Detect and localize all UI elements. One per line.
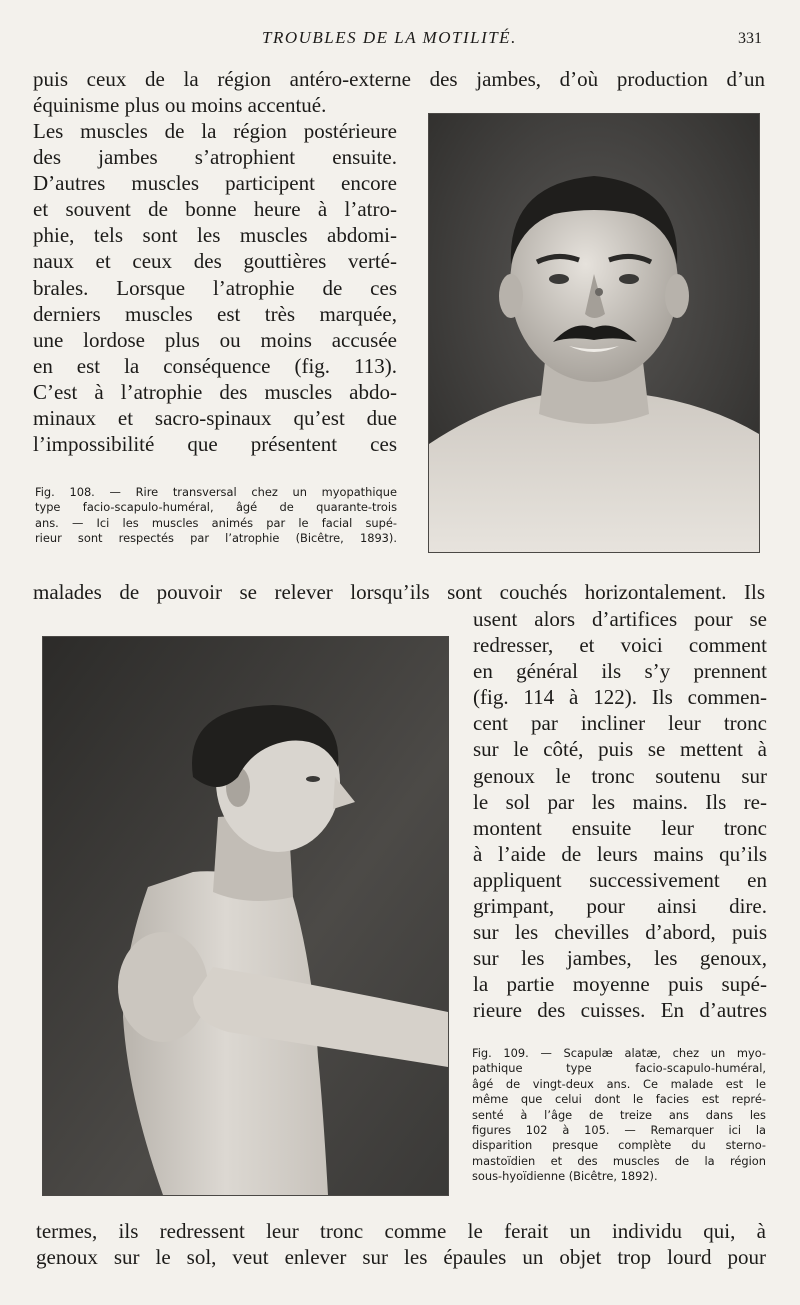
- text-line: sur le côté, puis se mettent à: [473, 737, 767, 762]
- profile-illustration: [43, 637, 448, 1195]
- text-line: (fig. 114 à 122). Ils commen-: [473, 685, 767, 710]
- text-line: montent ensuite leur tronc: [473, 815, 767, 840]
- caption-line: rieur sont respectés par l’atrophie (Bicêtre, 1893).: [35, 531, 397, 546]
- text-line: équinisme plus ou moins accentué.: [33, 93, 327, 118]
- text-line: termes, ils redressent leur tronc comme le ferait un individu qui, à: [36, 1219, 766, 1243]
- text-line: usent alors d’artifices pour se: [473, 607, 767, 631]
- caption-line: type facio-scapulo-huméral, âgé de quarante-trois: [35, 500, 397, 515]
- text-line: rieure des cuisses. En d’autres: [473, 998, 767, 1023]
- text-line: redresser, et voici comment: [473, 633, 767, 658]
- portrait-illustration: [429, 114, 759, 552]
- figure-109-photo: [42, 636, 449, 1196]
- text-line: l’impossibilité que présentent ces: [33, 432, 397, 457]
- text-line: derniers muscles est très marquée,: [33, 301, 397, 326]
- caption-line: Fig. 108. — Rire transversal chez un myopathique: [35, 485, 397, 499]
- text-line: phie, tels sont les muscles abdomi-: [33, 223, 397, 248]
- caption-line: âgé de vingt-deux ans. Ce malade est le: [472, 1076, 766, 1091]
- caption-line: ans. — Ici les muscles animés par le facial supé-: [35, 515, 397, 530]
- text-line: le sol par les mains. Ils re-: [473, 789, 767, 814]
- paragraph-middle: [33, 579, 765, 605]
- text-line: genoux le tronc soutenu sur: [473, 763, 767, 788]
- text-line: brales. Lorsque l’atrophie de ces: [33, 275, 397, 300]
- caption-line: Fig. 109. — Scapulæ alatæ, chez un myo-: [472, 1046, 766, 1060]
- text-line: malades de pouvoir se relever lorsqu’ils sont couchés horizontalement. Ils: [33, 580, 765, 604]
- text-line: naux et ceux des gouttières verté-: [33, 249, 397, 274]
- page-number: 331: [738, 30, 762, 47]
- paragraph-top: [33, 66, 765, 118]
- running-head: TROUBLES DE LA MOTILITÉ.: [262, 28, 517, 47]
- caption-line: sous-hyoïdienne (Bicêtre, 1892).: [472, 1169, 658, 1184]
- figure-108-caption: [35, 485, 397, 547]
- text-line: la partie moyenne puis supé-: [473, 972, 767, 997]
- caption-line: disparition presque complète du sterno-: [472, 1138, 766, 1153]
- caption-line: figures 102 à 105. — Remarquer ici la: [472, 1123, 766, 1138]
- text-line: des jambes s’atrophient ensuite.: [33, 145, 397, 170]
- text-line: puis ceux de la région antéro-externe des jambes, d’où production d’un: [33, 67, 765, 91]
- text-line: sur les chevilles d’abord, puis: [473, 920, 767, 945]
- text-line: genoux sur le sol, veut enlever sur les épaules un objet trop lourd pour: [36, 1245, 766, 1270]
- caption-line: pathique type facio-scapulo-huméral,: [472, 1061, 766, 1076]
- text-line: Les muscles de la région postérieure: [33, 119, 397, 143]
- text-line: en général ils s’y prennent: [473, 659, 767, 684]
- page-header: [0, 28, 800, 52]
- caption-line: senté à l’âge de treize ans dans les: [472, 1107, 766, 1122]
- paragraph-left-column: [33, 118, 397, 457]
- text-line: en est la conséquence (fig. 113).: [33, 353, 397, 378]
- text-line: sur les jambes, les genoux,: [473, 946, 767, 971]
- caption-line: même que celui dont le facies est repré-: [472, 1092, 766, 1107]
- caption-line: mastoïdien et des muscles de la région: [472, 1153, 766, 1168]
- text-line: une lordose plus ou moins accusée: [33, 327, 397, 352]
- figure-109-caption: [472, 1046, 766, 1185]
- text-line: grimpant, pour ainsi dire.: [473, 894, 767, 919]
- text-line: à l’aide de leurs mains qu’ils: [473, 841, 767, 866]
- text-line: appliquent successivement en: [473, 867, 767, 892]
- paragraph-right-column: [473, 606, 767, 1024]
- paragraph-bottom: [36, 1218, 766, 1270]
- text-line: minaux et sacro-spinaux qu’est due: [33, 406, 397, 431]
- text-line: C’est à l’atrophie des muscles abdo-: [33, 379, 397, 404]
- figure-108-photo: [428, 113, 760, 553]
- text-line: cent par incliner leur tronc: [473, 711, 767, 736]
- text-line: D’autres muscles participent encore: [33, 171, 397, 196]
- text-line: et souvent de bonne heure à l’atro-: [33, 197, 397, 222]
